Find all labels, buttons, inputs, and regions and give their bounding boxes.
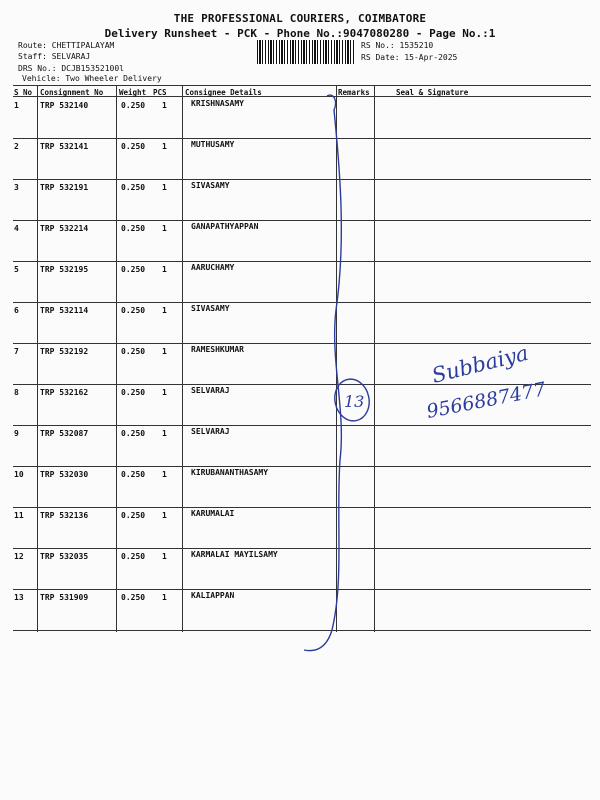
company-title: THE PROFESSIONAL COURIERS, COIMBATORE [173, 12, 427, 25]
cell-pcs: 1 [162, 306, 167, 315]
cell-weight: 0.250 [121, 511, 146, 520]
cell-pcs: 1 [162, 183, 167, 192]
cell-pcs: 1 [162, 388, 167, 397]
cell-weight: 0.250 [121, 183, 146, 192]
cell-pcs: 1 [162, 265, 167, 274]
cell-consignee: SELVARAJ [191, 386, 230, 395]
cell-pcs: 1 [162, 593, 167, 602]
cell-consignment-no: TRP 532114 [40, 306, 89, 315]
circled-count: 13 [344, 392, 365, 411]
cell-pcs: 1 [162, 429, 167, 438]
cell-consignment-no: TRP 532191 [40, 183, 89, 192]
cell-consignment-no: TRP 532087 [40, 429, 89, 438]
cell-pcs: 1 [162, 142, 167, 151]
ink-pen-line [304, 95, 341, 651]
col-header-remarks: Remarks [338, 88, 370, 97]
cell-weight: 0.250 [121, 552, 146, 561]
rs-number: RS No.: 1535210 [361, 41, 434, 50]
handwritten-signature: Subbaiya [429, 340, 531, 388]
cell-sno: 9 [14, 429, 19, 438]
cell-consignee: MUTHUSAMY [191, 140, 235, 149]
cell-sno: 6 [14, 306, 19, 315]
col-header-consignee: Consignee Details [185, 88, 262, 97]
col-header-pcs: PCS [153, 88, 167, 97]
cell-consignment-no: TRP 531909 [40, 593, 89, 602]
cell-sno: 4 [14, 224, 19, 233]
cell-consignment-no: TRP 532195 [40, 265, 89, 274]
cell-consignment-no: TRP 532140 [40, 101, 89, 110]
cell-sno: 13 [14, 593, 24, 602]
cell-consignment-no: TRP 532214 [40, 224, 89, 233]
cell-consignee: SELVARAJ [191, 427, 230, 436]
cell-pcs: 1 [162, 347, 167, 356]
cell-weight: 0.250 [121, 265, 146, 274]
cell-pcs: 1 [162, 224, 167, 233]
col-header-weight: Weight [119, 88, 147, 97]
cell-consignee: KRISHNASAMY [191, 99, 244, 108]
cell-consignment-no: TRP 532162 [40, 388, 89, 397]
cell-weight: 0.250 [121, 470, 146, 479]
cell-weight: 0.250 [121, 347, 146, 356]
cell-pcs: 1 [162, 552, 167, 561]
cell-weight: 0.250 [121, 142, 146, 151]
cell-sno: 1 [14, 101, 19, 110]
cell-consignee: SIVASAMY [191, 181, 230, 190]
col-header-sno: S No [14, 88, 33, 97]
runsheet-subtitle: Delivery Runsheet - PCK - Phone No.:9047080280 - Page No.:1 [104, 27, 496, 40]
cell-sno: 10 [14, 470, 24, 479]
cell-consignment-no: TRP 532141 [40, 142, 89, 151]
cell-sno: 3 [14, 183, 19, 192]
handwritten-phone: 9566887477 [424, 378, 548, 423]
drs-number: DRS No.: DCJB15352100l [18, 64, 124, 73]
col-header-seal-signature: Seal & Signature [396, 88, 469, 97]
cell-consignee: RAMESHKUMAR [191, 345, 244, 354]
cell-weight: 0.250 [121, 593, 146, 602]
cell-weight: 0.250 [121, 306, 146, 315]
cell-sno: 11 [14, 511, 24, 520]
cell-sno: 2 [14, 142, 19, 151]
cell-consignee: KALIAPPAN [191, 591, 235, 600]
cell-consignee: KARUMALAI [191, 509, 235, 518]
cell-sno: 7 [14, 347, 19, 356]
col-header-consignment: Consignment No [40, 88, 104, 97]
staff-label: Staff: SELVARAJ [18, 52, 91, 61]
cell-weight: 0.250 [121, 388, 146, 397]
cell-pcs: 1 [162, 470, 167, 479]
cell-consignment-no: TRP 532030 [40, 470, 89, 479]
cell-sno: 8 [14, 388, 19, 397]
cell-consignment-no: TRP 532192 [40, 347, 89, 356]
cell-consignee: KARMALAI MAYILSAMY [191, 550, 278, 559]
cell-pcs: 1 [162, 511, 167, 520]
cell-weight: 0.250 [121, 101, 146, 110]
cell-consignee: GANAPATHYAPPAN [191, 222, 259, 231]
cell-pcs: 1 [162, 101, 167, 110]
vehicle-label: Vehicle: Two Wheeler Delivery [22, 74, 162, 83]
rs-date: RS Date: 15-Apr-2025 [361, 53, 458, 62]
cell-consignee: AARUCHAMY [191, 263, 235, 272]
cell-weight: 0.250 [121, 224, 146, 233]
cell-weight: 0.250 [121, 429, 146, 438]
cell-sno: 5 [14, 265, 19, 274]
route-label: Route: CHETTIPALAYAM [18, 41, 115, 50]
cell-consignee: KIRUBANANTHASAMY [191, 468, 269, 477]
cell-consignment-no: TRP 532035 [40, 552, 89, 561]
cell-consignee: SIVASAMY [191, 304, 230, 313]
cell-consignment-no: TRP 532136 [40, 511, 89, 520]
cell-sno: 12 [14, 552, 24, 561]
